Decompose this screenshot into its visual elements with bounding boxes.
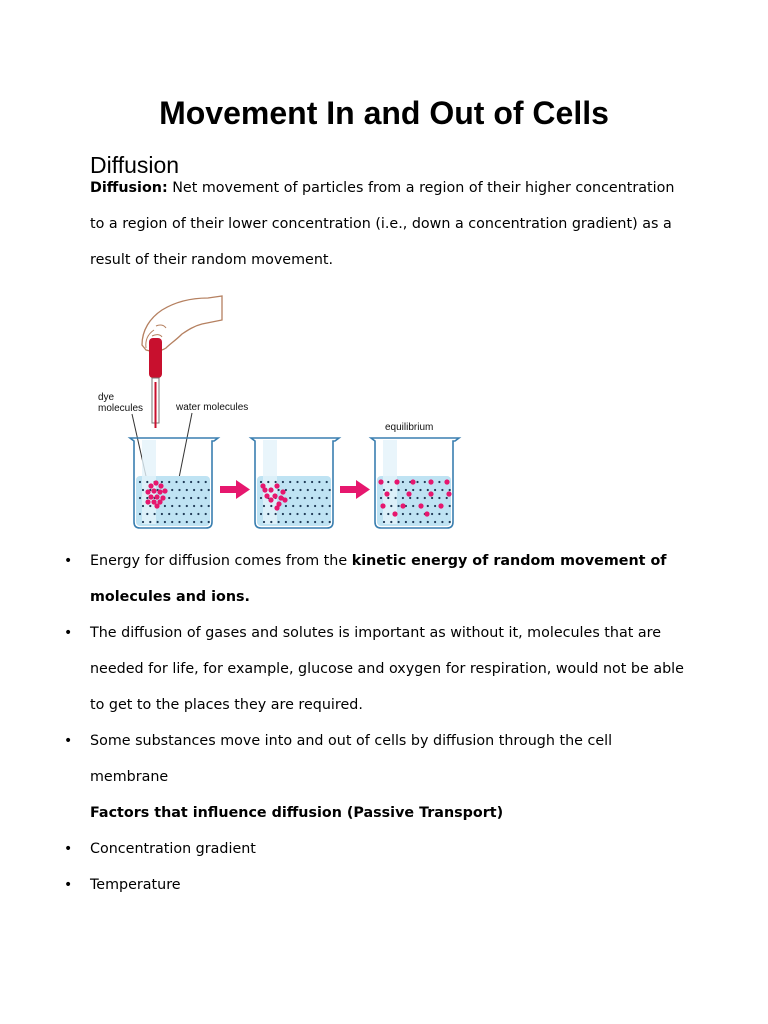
bullet-symbol: • (64, 877, 73, 893)
diffusion-illustration (90, 290, 470, 535)
dye-molecule (406, 491, 411, 496)
dye-molecule (268, 497, 273, 502)
dye-molecule (444, 479, 449, 484)
label-dye-line1: dye (98, 392, 115, 403)
dye-molecule (154, 503, 159, 508)
arrow-2 (340, 480, 370, 499)
dye-molecule (154, 494, 159, 499)
dye-molecule (394, 479, 399, 484)
bullet-bold-text: kinetic energy of random movement of molecules and ions. (90, 553, 667, 605)
bullet-item-factor-concentration (0, 831, 690, 867)
dye-molecule (158, 483, 163, 488)
bullet-list (0, 543, 768, 903)
dye-molecule (392, 511, 397, 516)
dye-molecule (428, 491, 433, 496)
dye-molecule (380, 503, 385, 508)
dye-molecule (378, 479, 383, 484)
definition-term: Diffusion: (90, 180, 168, 196)
section-heading-diffusion: Diffusion (90, 152, 180, 178)
dye-molecule (280, 489, 285, 494)
bullet-item-importance (0, 615, 690, 723)
dye-molecule (428, 479, 433, 484)
bullet-symbol: • (64, 841, 73, 857)
label-equilibrium: equilibrium (385, 422, 434, 433)
bullet-text: Some substances move into and out of cells by diffusion through the cell membrane (90, 733, 613, 785)
diffusion-diagram (90, 290, 470, 535)
dye-molecule (274, 505, 279, 510)
dye-molecule (384, 491, 389, 496)
definition-paragraph (90, 170, 690, 278)
dye-molecule (400, 503, 405, 508)
label-water-molecules: water molecules (176, 402, 249, 413)
dye-molecule (153, 480, 158, 485)
dye-molecule (148, 494, 153, 499)
dye-molecule (272, 493, 277, 498)
dye-molecule (157, 489, 162, 494)
dye-molecule (162, 488, 167, 493)
bullet-item-membrane (0, 723, 690, 795)
dropper-illustration (149, 338, 162, 428)
bullet-text: The diffusion of gases and solutes is important as without it, molecules that are needed for life, for example, glucose and oxygen for respiration, would not be able to get to the places they are required. (90, 625, 684, 713)
dye-molecule (148, 483, 153, 488)
label-dye-line2: molecules (98, 403, 144, 414)
dye-molecule (418, 503, 423, 508)
dye-molecule (268, 487, 273, 492)
bullet-item-energy (0, 543, 690, 615)
bullet-symbol: • (64, 553, 73, 569)
dye-molecule (262, 487, 267, 492)
bullet-text: Temperature (90, 877, 181, 893)
dye-molecule (151, 488, 156, 493)
dye-molecule (424, 511, 429, 516)
beaker-1 (130, 438, 218, 528)
bullet-item-factor-temperature (0, 867, 690, 903)
page-title: Movement In and Out of Cells (159, 95, 609, 131)
dye-molecule (145, 489, 150, 494)
dye-molecule (145, 499, 150, 504)
definition-text: Net movement of particles from a region of their higher concentration to a region of their lower concentration (i.e., down a concentration gradient) as a result of their random movement. (90, 180, 675, 268)
dye-molecule (446, 491, 451, 496)
bullet-symbol: • (64, 625, 73, 641)
bullet-text: Energy for diffusion comes from the (90, 553, 352, 569)
dye-molecule (264, 493, 269, 498)
dye-molecule (274, 483, 279, 488)
bullet-symbol: • (64, 733, 73, 749)
dye-molecule (282, 497, 287, 502)
beaker-3 (371, 438, 459, 528)
dye-molecule (410, 479, 415, 484)
arrow-1 (220, 480, 250, 499)
beaker-2 (251, 438, 339, 528)
beakers-group (130, 438, 459, 528)
factors-heading: Factors that influence diffusion (Passive Transport) (90, 805, 504, 821)
bullet-text: Concentration gradient (90, 841, 256, 857)
dye-molecule (438, 503, 443, 508)
